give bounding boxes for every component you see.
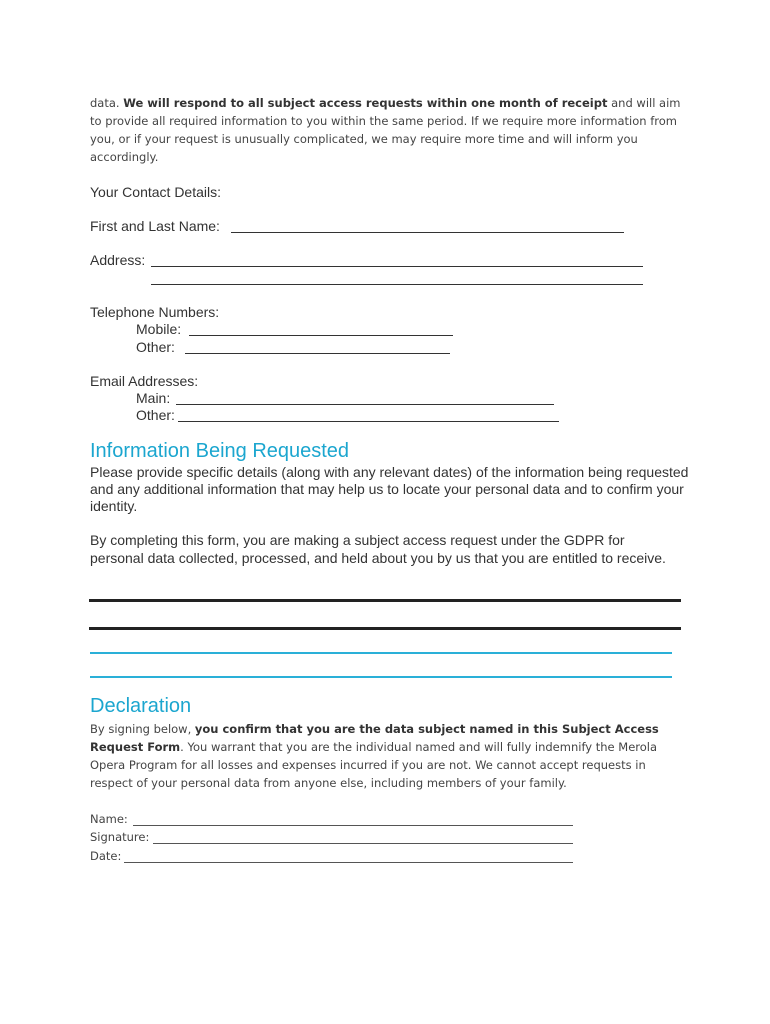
name-field[interactable] [231, 232, 624, 233]
signature-label: Signature: [90, 830, 150, 844]
request-field-line-4[interactable] [90, 676, 672, 678]
address-field-line-2[interactable] [151, 284, 643, 285]
declaration-rest: . You warrant that you are the individual named and will fully indemnify the Merola Opera Program for all losses and expenses incurred if you are not. We cannot accept requests in respect of your personal data from anyone else, including members of your family. [90, 740, 658, 790]
name-label: First and Last Name: [90, 218, 220, 234]
signoff-name-field[interactable] [133, 825, 573, 826]
declaration-paragraph [90, 720, 692, 792]
declaration-heading: Declaration [90, 695, 192, 717]
info-para-1: Please provide specific details (along with any relevant dates) of the information being requested and any additional information that may help us to locate your personal data and to confirm your identity. [90, 464, 689, 514]
email-title: Email Addresses: [90, 373, 199, 389]
declaration-bold: you confirm that you are the data subject named in this Subject Access Request Form [90, 722, 659, 754]
request-field-line-3[interactable] [90, 652, 672, 654]
mobile-label: Mobile: [136, 321, 182, 337]
address-label: Address: [90, 252, 146, 268]
intro-lead: data. [90, 96, 124, 110]
address-field-line-1[interactable] [151, 266, 643, 267]
email-other-label: Other: [136, 407, 175, 423]
request-field-line-1[interactable] [89, 599, 681, 602]
info-heading: Information Being Requested [90, 440, 350, 462]
email-main-field[interactable] [176, 404, 554, 405]
declaration-lead: By signing below, [90, 722, 195, 736]
date-field[interactable] [124, 862, 573, 863]
signature-field[interactable] [153, 843, 573, 844]
phone-title: Telephone Numbers: [90, 304, 220, 320]
info-para-2: By completing this form, you are making a subject access request under the GDPR for personal data collected, processed, and held about you by us that you are entitled to receive. [90, 532, 666, 566]
phone-other-field[interactable] [185, 353, 450, 354]
mobile-field[interactable] [189, 335, 453, 336]
intro-rest: and will aim to provide all required information to you within the same period. If we require more information from you, or if your request is unusually complicated, we may require more time and will inform you accordingly. [90, 96, 681, 164]
request-field-line-2[interactable] [89, 627, 681, 630]
email-other-field[interactable] [178, 421, 559, 422]
signoff-name-label: Name: [90, 812, 128, 826]
email-main-label: Main: [136, 390, 171, 406]
contact-title: Your Contact Details: [90, 184, 221, 200]
intro-paragraph [90, 94, 690, 166]
phone-other-label: Other: [136, 339, 175, 355]
date-label: Date: [90, 849, 122, 863]
intro-bold: We will respond to all subject access requests within one month of receipt [123, 96, 608, 110]
